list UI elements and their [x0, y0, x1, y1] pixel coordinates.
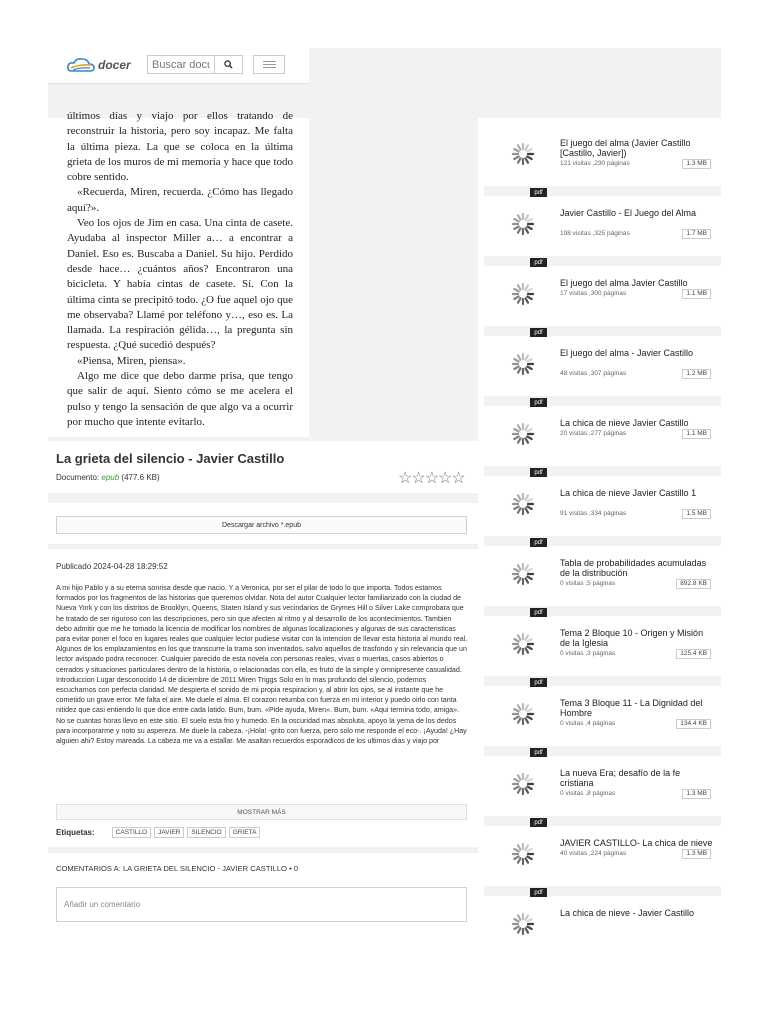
loading-spinner-icon	[511, 352, 535, 376]
related-document-size: 1.1 MB	[682, 429, 711, 439]
loading-spinner-icon	[511, 492, 535, 516]
pdf-badge: pdf	[530, 398, 547, 407]
loading-spinner-icon	[511, 842, 535, 866]
related-document-item[interactable]	[484, 818, 721, 888]
loading-spinner-icon	[511, 422, 535, 446]
pdf-badge: pdf	[530, 748, 547, 757]
thumbnail-placeholder	[511, 492, 535, 521]
related-document-content	[484, 416, 721, 468]
related-document-content	[484, 346, 721, 398]
related-document-content	[484, 206, 721, 258]
related-document-title[interactable]: El juego del alma - Javier Castillo	[560, 348, 694, 358]
cloud-logo-icon	[66, 56, 96, 74]
related-document-meta: 40 visitas ,224 páginas	[560, 850, 627, 857]
logo-text: docer	[98, 58, 131, 72]
loading-spinner-icon	[511, 282, 535, 306]
related-document-meta: 48 visitas ,307 páginas	[560, 370, 627, 377]
related-document-meta: 91 visitas ,334 páginas	[560, 510, 627, 517]
book-preview[interactable]	[48, 110, 309, 437]
related-document-title[interactable]: Tema 2 Bloque 10 - Origen y Misión de la Iglesia	[560, 628, 704, 648]
document-size: (477.6 KB)	[121, 473, 160, 482]
loading-spinner-icon	[511, 142, 535, 166]
related-document-item[interactable]	[484, 328, 721, 398]
thumbnail-placeholder	[511, 702, 535, 731]
comments-card	[48, 853, 478, 934]
hamburger-icon	[263, 61, 276, 62]
related-document-meta: 17 visitas ,300 páginas	[560, 290, 627, 297]
related-document-content	[484, 696, 721, 748]
publish-date: Publicado 2024-04-28 18:29:52	[56, 562, 168, 571]
book-paragraph: Veo los ojos de Jim en casa. Una cinta de casete. Ayudaba al inspector Miller a… a encontrar a Daniel. Eso es. Buscaba a Daniel. Su hijo. Perdido desde hace… ¿cuántos años? Encontraron una bicicleta. Y había cintas de casete. Sí. Con la última cinta se precipitó todo. ¿O fue aquel ojo que me observaba? Llamé por teléfono y…, eso es. La llamada. La respiración gélida…, la pregunta sin respuesta. ¿Qué sucedió después?	[67, 217, 293, 352]
related-document-content	[484, 766, 721, 818]
pdf-badge: pdf	[530, 678, 547, 687]
related-document-item[interactable]	[484, 888, 721, 958]
related-document-meta: 0 visitas ,5 páginas	[560, 580, 616, 587]
search-button[interactable]	[215, 55, 243, 74]
related-document-meta: 0 visitas ,8 páginas	[560, 790, 616, 797]
tag[interactable]: SILENCIO	[187, 827, 225, 838]
related-document-size: 1.3 MB	[682, 849, 711, 859]
related-document-content	[484, 836, 721, 888]
pdf-badge: pdf	[530, 818, 547, 827]
related-document-title[interactable]: La chica de nieve - Javier Castillo	[560, 908, 695, 918]
pdf-badge: pdf	[530, 608, 547, 617]
loading-spinner-icon	[511, 562, 535, 586]
related-document-meta: 121 visitas ,230 páginas	[560, 160, 630, 167]
related-document-meta: 20 visitas ,277 páginas	[560, 430, 627, 437]
related-document-item[interactable]	[484, 118, 721, 188]
menu-button[interactable]	[253, 55, 285, 74]
book-paragraph: últimos días y viajo por ellos tratando de reconstruir la historia, pero soy incapaz. Me falta la última pieza. La que se coloca en la última grieta de los muros de mi memoria y hace que todo cobre sentido.	[67, 110, 293, 184]
related-document-size: 1.7 MB	[682, 229, 711, 239]
related-document-content	[484, 906, 721, 958]
page-title: La grieta del silencio - Javier Castillo	[56, 451, 285, 466]
thumbnail-placeholder	[511, 842, 535, 871]
loading-spinner-icon	[511, 212, 535, 236]
loading-spinner-icon	[511, 632, 535, 656]
related-document-size: 125.4 KB	[676, 649, 711, 659]
related-document-item[interactable]	[484, 398, 721, 468]
pdf-badge: pdf	[530, 188, 547, 197]
related-document-content	[484, 626, 721, 678]
pdf-badge: pdf	[530, 538, 547, 547]
tags-label: Etiquetas:	[56, 828, 95, 837]
related-document-size: 1.2 MB	[682, 369, 711, 379]
related-document-size: 1.3 MB	[682, 159, 711, 169]
pdf-badge: pdf	[530, 468, 547, 477]
loading-spinner-icon	[511, 702, 535, 726]
related-document-meta: 0 visitas ,4 páginas	[560, 720, 616, 727]
pdf-badge: pdf	[530, 328, 547, 337]
related-document-title[interactable]: JAVIER CASTILLO- La chica de nieve	[560, 838, 713, 848]
related-document-title[interactable]: La chica de nieve Javier Castillo 1	[560, 488, 697, 498]
docer-logo[interactable]	[66, 56, 131, 74]
related-document-meta: 198 visitas ,325 páginas	[560, 230, 630, 237]
related-document-item[interactable]	[484, 188, 721, 258]
document-meta-label: Documento:	[56, 473, 100, 482]
loading-spinner-icon	[511, 772, 535, 796]
related-document-content	[484, 556, 721, 608]
related-document-item[interactable]	[484, 678, 721, 748]
search-icon	[224, 60, 233, 69]
related-document-content	[484, 136, 721, 188]
related-document-item[interactable]	[484, 468, 721, 538]
related-document-size: 1.1 MB	[682, 289, 711, 299]
thumbnail-placeholder	[511, 562, 535, 591]
pdf-badge: pdf	[530, 258, 547, 267]
related-document-title[interactable]: El juego del alma (Javier Castillo [Castillo, Javier])	[560, 138, 691, 158]
book-paragraph: Algo me dice que debo darme prisa, que tengo que salir de aquí. Siento cómo se me acelera el pulso y tengo la sensación de que algo va a ocurrir por mucho que intente evitarlo.	[67, 370, 293, 428]
loading-spinner-icon	[511, 912, 535, 936]
related-document-title[interactable]: Tema 3 Bloque 11 - La Dignidad del Hombre	[560, 698, 703, 718]
download-button[interactable]: Descargar archivo *.epub	[56, 516, 467, 534]
search-input[interactable]	[147, 55, 215, 74]
document-format[interactable]: epub	[101, 473, 120, 482]
thumbnail-placeholder	[511, 212, 535, 241]
description-text: A mi hijo Pablo y a su eterna sonrisa desde que nacio. Y a Veronica, por ser el pilar de todo lo que importa. Todos estamos formados por los fragmentos de las historias que queremos olvidar. Nota del autor Cualquier lector familiarizado con la ciudad de Nueva York y con los distritos de Brooklyn, Queens, Staten Island y sus vecindarios de Grymes Hill o Silver Lake comprobara que he tratado de ser riguroso con las descripciones, pero sin que afecten al ritmo y al desarrollo de los acontecimientos. Tambien debo admitir que me he tomado la licencia de modificar los nombres de algunas localizaciones y algunas de sus caracteristicas para evitar poner el foco en lugares reales que cualquier lector pudiese visitar con la intencion de llevar esta historia al mundo real. Algunos de los emplazamientos en los que transcurre la trama son inventados, salvo aquellos de trasfondo y sin relevancia que un lector avispado podra reconocer. Cualquier parecido de esta novela con personas reales, vivas o muertas, casos abiertos o cerrados y situaciones particulares dentro de la historia, o relacionadas con ella, es fruto de la simple y omnipresente casualidad. Introduccion Lugar desconocido 14 de diciembre de 2011 Miren Triggs Solo en lo mas profundo del silencio, podemos escucharnos con perfecta claridad. Me despierta el sonido de mi propia respiracion y, al abrir los ojos, se al instante que he cometido un grave error. Me falta el aire. Me duele el alma. El corazon retumba con fuerza en mi interior y puedo oirlo con tanta nitidez que casi entiendo lo que dice entre cada latido. Bum, bum. «Pide ayuda, Miren». Bum, bum. «Aqui termina todo, amiga». No se cuantas horas llevo en este sitio. El suelo esta frio y humedo. En la oscuridad mas absoluta, apoyo la yema de los dedos para incorporarme y noto su aspereza. Me duele la cabeza. -¡Hola! -grito con fuerza, pero solo me responde el eco-. ¡Ayuda! ¿Hay alguien ahi? Estoy mareada. La cabeza me va a estallar. Me asaltan recuerdos esporadicos de los ultimos dias y viajo por	[56, 584, 468, 746]
comments-title: COMENTARIOS A: LA GRIETA DEL SILENCIO - JAVIER CASTILLO • 0	[56, 864, 299, 873]
document-meta	[56, 473, 160, 482]
description-card	[48, 549, 478, 847]
related-document-title[interactable]: Javier Castillo - El Juego del Alma	[560, 208, 697, 218]
related-document-item[interactable]	[484, 538, 721, 608]
rating-stars[interactable]: ☆☆☆☆☆	[398, 470, 465, 487]
tags-row	[56, 827, 260, 838]
book-paragraph: «Piensa, Miren, piensa».	[77, 354, 186, 367]
book-paragraph: «Recuerda, Miren, recuerda. ¿Cómo has llegado aquí?».	[67, 186, 293, 214]
tag[interactable]: GRIETA	[229, 827, 261, 838]
related-document-content	[484, 486, 721, 538]
pdf-badge: pdf	[530, 888, 547, 897]
thumbnail-placeholder	[511, 912, 535, 941]
show-more-button[interactable]: MOSTRAR MÁS	[56, 804, 467, 820]
related-document-title[interactable]: El juego del alma Javier Castillo	[560, 278, 688, 288]
related-document-item[interactable]	[484, 608, 721, 678]
tag[interactable]: JAVIER	[154, 827, 184, 838]
download-card	[48, 503, 478, 544]
related-document-item[interactable]	[484, 258, 721, 328]
tag[interactable]: CASTILLO	[112, 827, 151, 838]
document-title-card	[48, 441, 478, 493]
related-document-size: 134.4 KB	[676, 719, 711, 729]
related-document-size: 892.8 KB	[676, 579, 711, 589]
related-document-item[interactable]	[484, 748, 721, 818]
related-document-size: 1.5 MB	[682, 509, 711, 519]
thumbnail-placeholder	[511, 352, 535, 381]
related-document-title[interactable]: La nueva Era; desafío de la fe cristiana	[560, 768, 681, 788]
site-header	[48, 48, 309, 84]
comment-input[interactable]	[56, 887, 467, 922]
thumbnail-placeholder	[511, 772, 535, 801]
related-document-meta: 0 visitas ,3 páginas	[560, 650, 616, 657]
thumbnail-placeholder	[511, 282, 535, 311]
thumbnail-placeholder	[511, 142, 535, 171]
thumbnail-placeholder	[511, 422, 535, 451]
thumbnail-placeholder	[511, 632, 535, 661]
book-preview-text	[67, 109, 293, 430]
related-document-title[interactable]: Tabla de probabilidades acumuladas de la distribución	[560, 558, 707, 578]
related-document-content	[484, 276, 721, 328]
related-document-title[interactable]: La chica de nieve Javier Castillo	[560, 418, 689, 428]
related-document-size: 1.3 MB	[682, 789, 711, 799]
